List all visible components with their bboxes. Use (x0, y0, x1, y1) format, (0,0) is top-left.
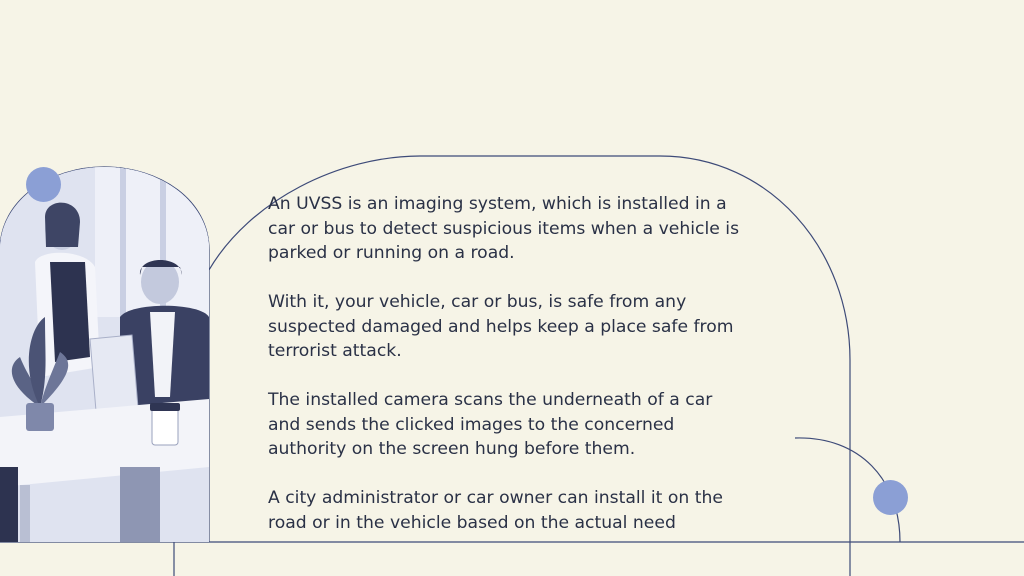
paragraph-4: A city administrator or car owner can install it on the road or in the vehicle based on the actual need (268, 488, 723, 533)
accent-dot-top (26, 167, 61, 202)
body-text (268, 192, 748, 535)
paragraph-3: The installed camera scans the underneath of a car and sends the clicked images to the concerned authority on the screen hung before them. (268, 390, 713, 459)
paragraph-2: With it, your vehicle, car or bus, is safe from any suspected damaged and helps keep a place safe from terrorist attack. (268, 292, 734, 361)
accent-dot-right (873, 480, 908, 515)
paragraph-1: An UVSS is an imaging system, which is installed in a car or bus to detect suspicious items when a vehicle is parked or running on a road. (268, 194, 740, 263)
office-meeting-photo (0, 167, 209, 542)
